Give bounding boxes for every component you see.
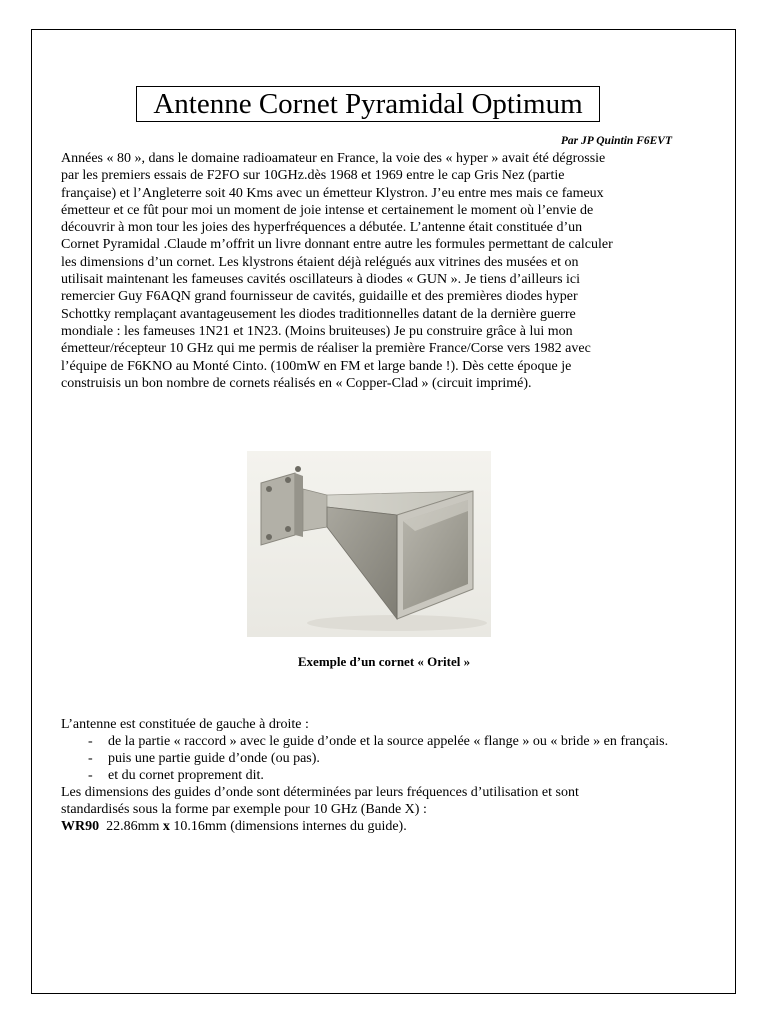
wr90-width: 22.86mm [106,819,160,834]
waveguide-paragraph [61,784,701,835]
document-title [136,86,600,122]
wr90-label: WR90 [61,819,100,834]
list-item [61,767,701,784]
intro-line: construisis un bon nombre de cornets réalisés en « Copper-Clad » (circuit imprimé). [61,375,532,391]
waveguide-line: standardisés sous la forme par exemple pour 10 GHz (Bande X) : [61,802,427,817]
intro-line: mondiale : les fameuses 1N21 et 1N23. (Moins bruiteuses) Je pu construire grâce à lui mon [61,323,573,339]
intro-line: découvrir à mon tour les joies des hyperfréquences a débutée. L’antenne était constituée d’un [61,220,583,236]
intro-line: remercier Guy F6AQN grand fournisseur de cavités, guidaille et des premières diodes hyper [61,289,578,305]
intro-line: Schottky remplaçant avantageusement les diodes traditionnelles datant de la dernière guerre [61,306,576,322]
author-line: Par JP Quintin F6EVT [560,135,672,147]
list-item-text: puis une partie guide d’onde (ou pas). [108,751,320,766]
intro-line: utilisait maintenant les fameuses cavités oscillateurs à diodes « GUN ». Je tiens d’ailleurs ici [61,272,581,288]
composition-section [61,716,701,835]
intro-line: par les premiers essais de F2FO sur 10GHz.dès 1968 et 1969 entre le cap Gris Nez (partie [61,168,565,184]
horn-antenna-photo [247,451,491,637]
composition-list [61,733,701,784]
horn-antenna-illustration [247,451,491,637]
wr90-height: 10.16mm [173,819,227,834]
waveguide-line: Les dimensions des guides d’onde sont déterminées par leurs fréquences d’utilisation et sont [61,785,579,800]
list-dash: - [88,751,93,766]
intro-line: les dimensions d’un cornet. Les klystrons étaient déjà relégués aux vitrines des musées et on [61,254,579,270]
list-item-text: de la partie « raccord » avec le guide d’onde et la source appelée « flange » ou « bride » en français. [108,734,669,749]
document-title-text: Antenne Cornet Pyramidal Optimum [153,88,583,120]
wr90-spec [61,818,701,835]
intro-line: Années « 80 », dans le domaine radioamateur en France, la voie des « hyper » avait été dégrossie [61,151,606,166]
composition-intro: L’antenne est constituée de gauche à droite : [61,717,309,732]
intro-line: émetteur et ce fût pour moi un moment de joie intense et certainement le moment où l’envie de [61,202,594,218]
wr90-note: (dimensions internes du guide). [230,819,407,834]
list-item [61,750,701,767]
intro-line: émetteur/récepteur 10 GHz qui me permis de réaliser la première France/Corse vers 1982 avec [61,341,591,357]
figure-caption: Exemple d’un cornet « Oritel » [297,654,471,669]
list-dash: - [88,734,93,749]
intro-line: Cornet Pyramidal .Claude m’offrit un livre donnant entre autre les formules permettant de calculer [61,237,613,253]
list-item-text: et du cornet proprement dit. [108,768,264,783]
wr90-times: x [162,819,170,834]
intro-line: française) et l’Angleterre soit 40 Kms avec un émetteur Klystron. J’eu entre mes mais ce fameux [61,185,604,201]
intro-line: l’équipe de F6KNO au Monté Cinto. (100mW en FM et large bande !). Dès cette époque je [61,358,572,374]
list-dash: - [88,768,93,783]
intro-paragraph [61,150,689,392]
list-item [61,733,701,750]
